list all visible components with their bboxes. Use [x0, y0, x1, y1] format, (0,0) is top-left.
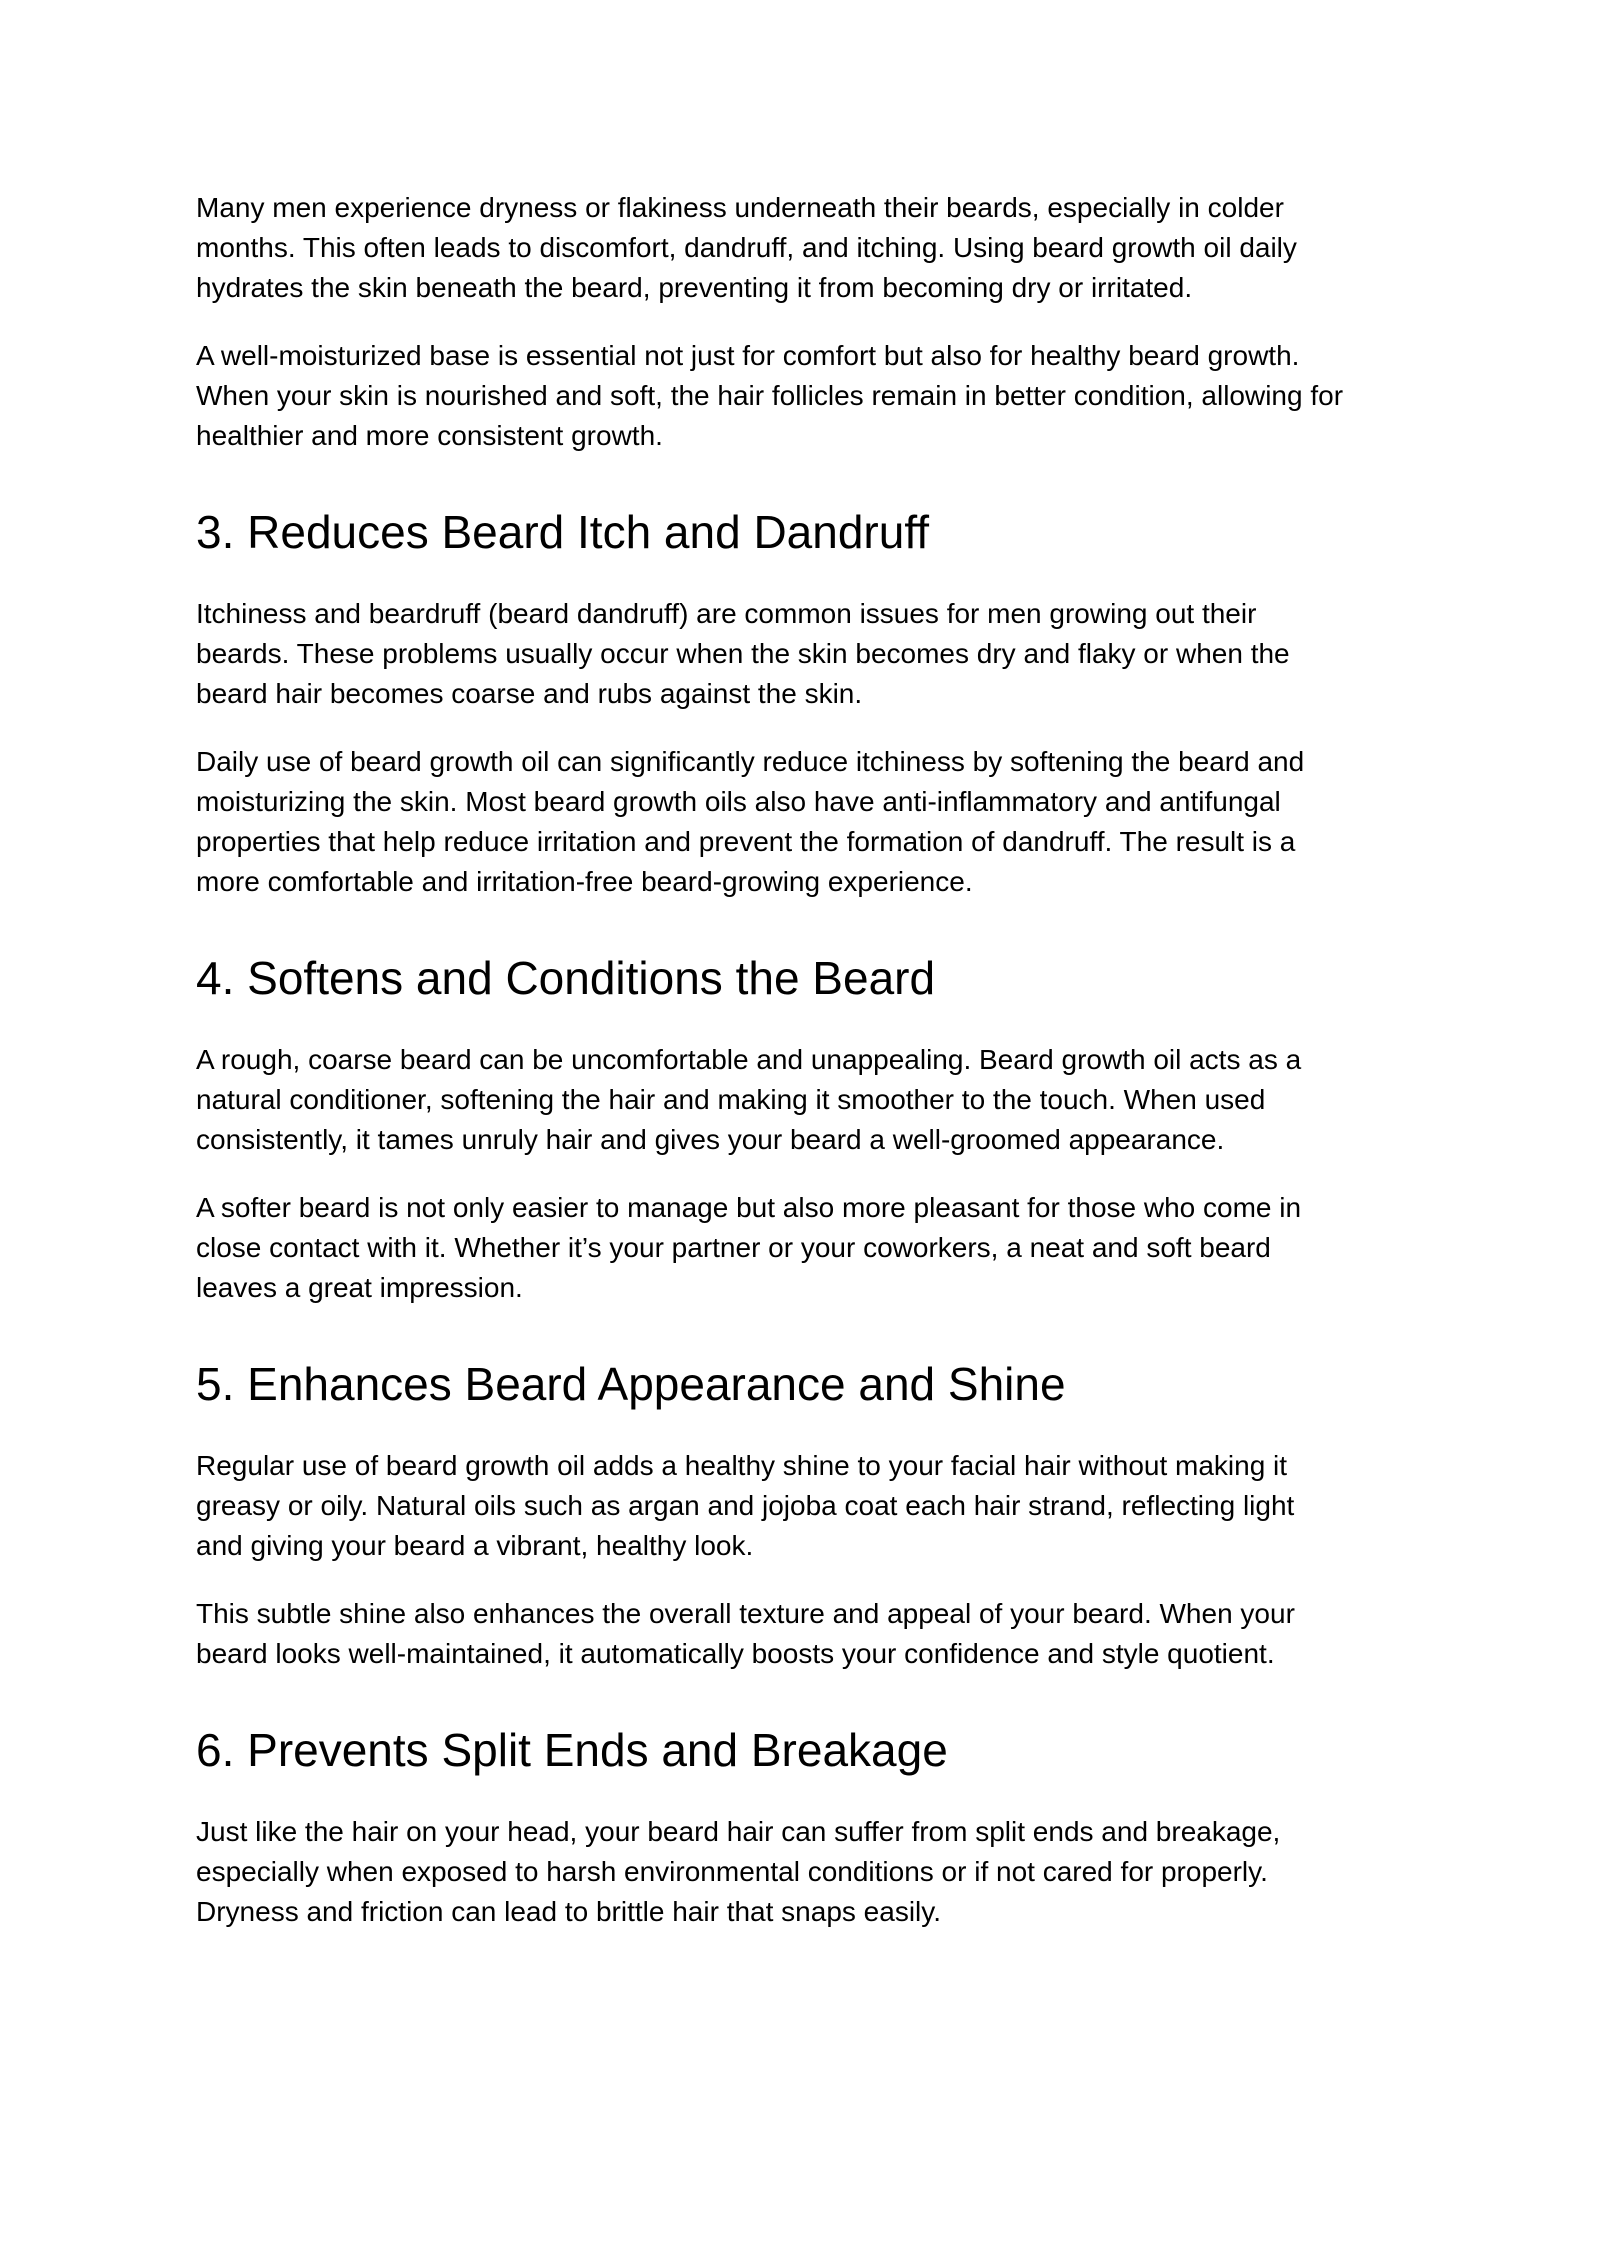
- section-heading: 4. Softens and Conditions the Beard: [196, 952, 936, 1004]
- paragraph: Just like the hair on your head, your beard hair can suffer from split ends and breakage, especially when exposed to harsh environmental conditions or if not cared for properly. Dryness and friction can lead to brittle hair that snaps easily.: [196, 1816, 1281, 1927]
- section-heading: 5. Enhances Beard Appearance and Shine: [196, 1358, 1066, 1410]
- paragraph: This subtle shine also enhances the overall texture and appeal of your beard. When your beard looks well-maintained, it automatically boosts your confidence and style quotient.: [196, 1598, 1295, 1669]
- document-page: [196, 188, 1436, 1960]
- paragraph: A well-moisturized base is essential not just for comfort but also for healthy beard growth. When your skin is nourished and soft, the hair follicles remain in better condition, allowing for healthier and more consistent growth.: [196, 340, 1344, 451]
- paragraph: Many men experience dryness or flakiness underneath their beards, especially in colder months. This often leads to discomfort, dandruff, and itching. Using beard growth oil daily hydrates the skin beneath the beard, preventing it from becoming dry or irritated.: [196, 192, 1297, 303]
- paragraph: A softer beard is not only easier to manage but also more pleasant for those who come in close contact with it. Whether it’s your partner or your coworkers, a neat and soft beard leaves a great impression.: [196, 1192, 1302, 1303]
- section-heading: 6. Prevents Split Ends and Breakage: [196, 1724, 948, 1776]
- paragraph: Regular use of beard growth oil adds a healthy shine to your facial hair without making it greasy or oily. Natural oils such as argan and jojoba coat each hair strand, reflecting light and giving your beard a vibrant, healthy look.: [196, 1450, 1295, 1561]
- paragraph: Itchiness and beardruff (beard dandruff) are common issues for men growing out their beards. These problems usually occur when the skin becomes dry and flaky or when the beard hair becomes coarse and rubs against the skin.: [196, 598, 1290, 709]
- paragraph: A rough, coarse beard can be uncomfortable and unappealing. Beard growth oil acts as a natural conditioner, softening the hair and making it smoother to the touch. When used consistently, it tames unruly hair and gives your beard a well-groomed appearance.: [196, 1044, 1302, 1155]
- paragraph: Daily use of beard growth oil can significantly reduce itchiness by softening the beard and moisturizing the skin. Most beard growth oils also have anti-inflammatory and antifungal properties that help reduce irritation and prevent the formation of dandruff. The result is a more comfortable and irritation-free beard-growing experience.: [196, 746, 1305, 897]
- section-heading: 3. Reduces Beard Itch and Dandruff: [196, 506, 930, 558]
